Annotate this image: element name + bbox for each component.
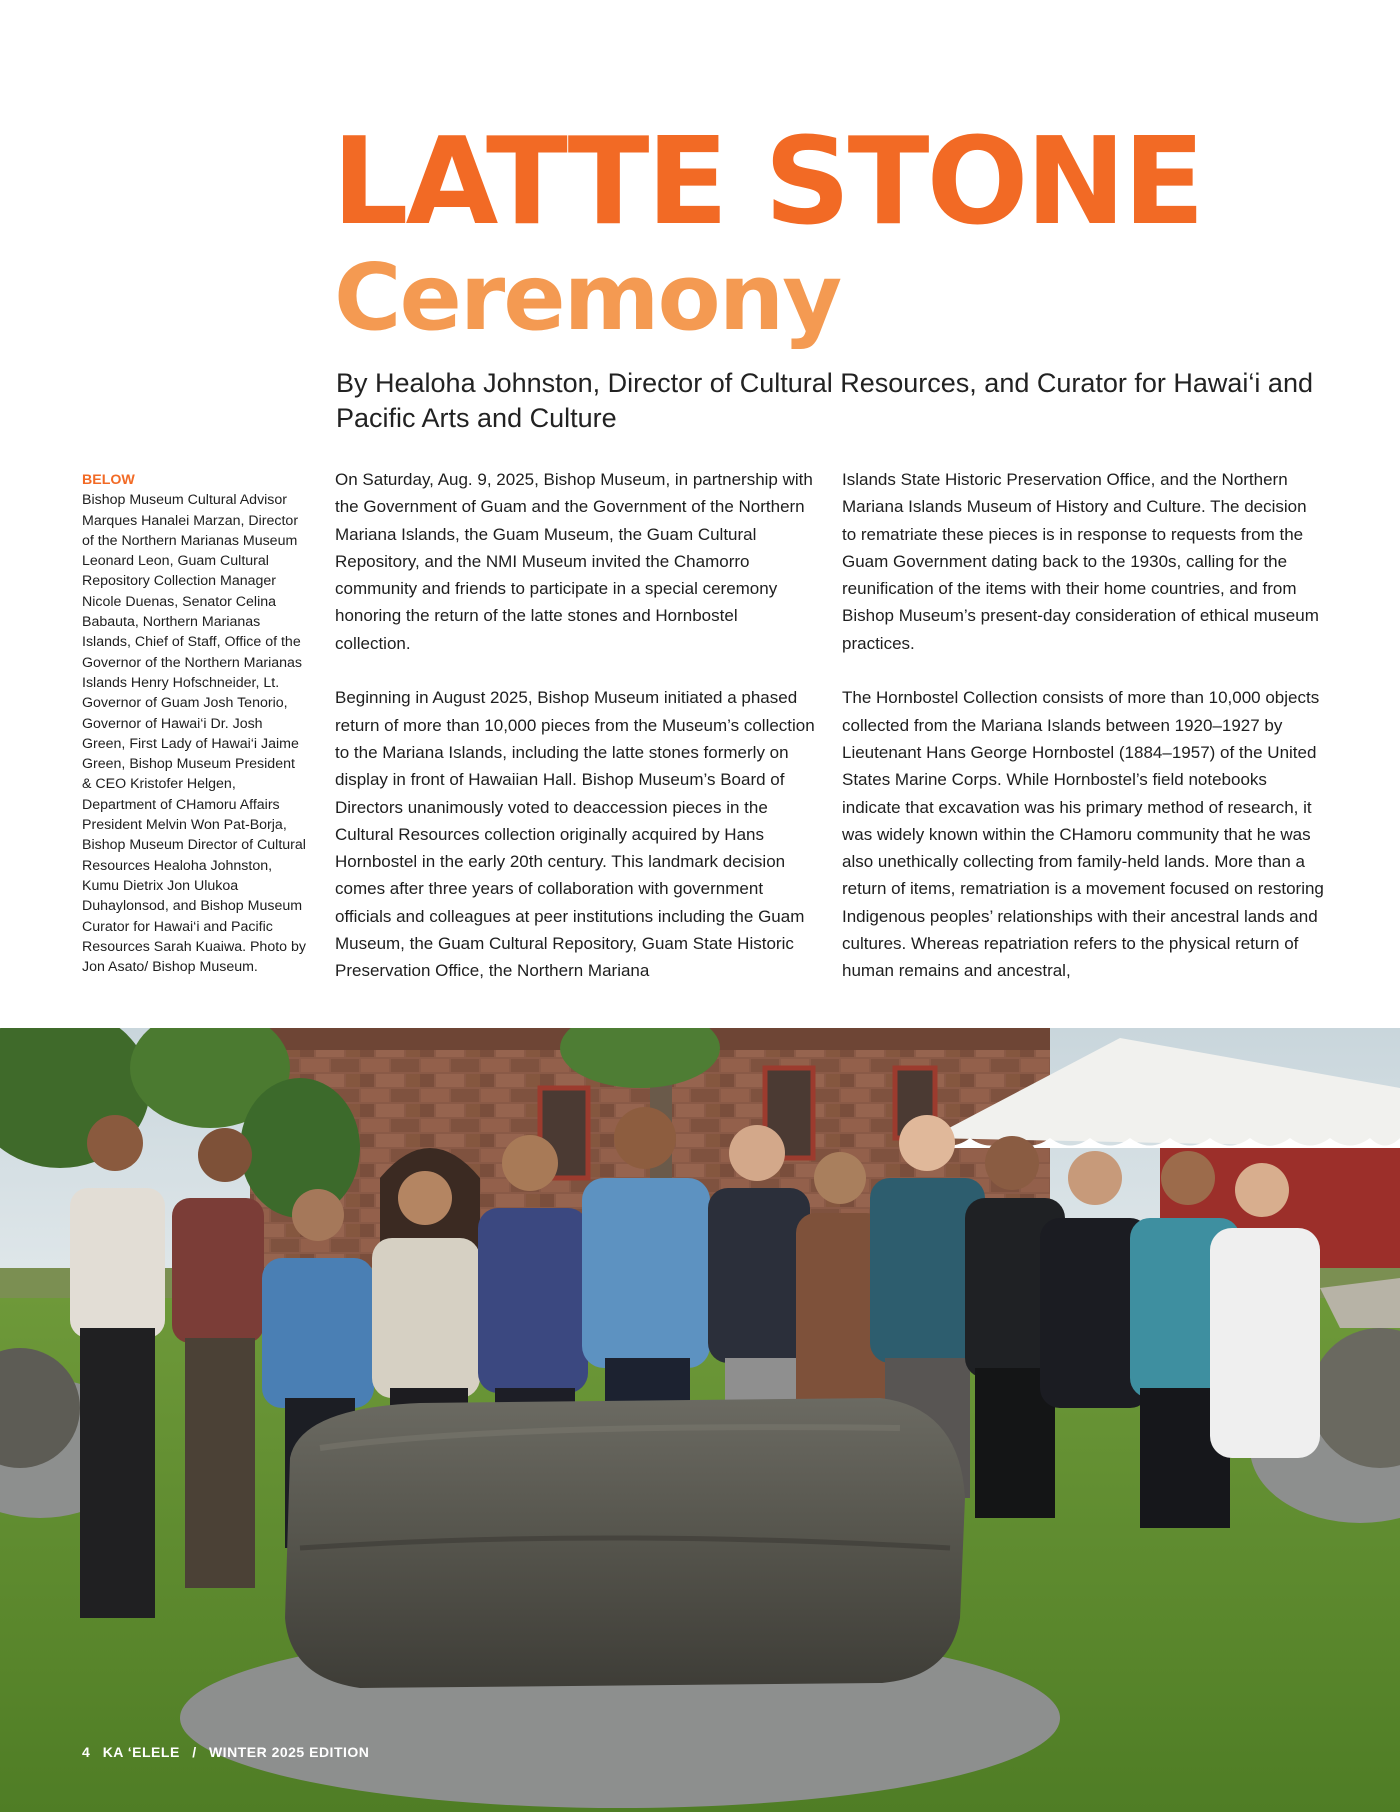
paragraph: On Saturday, Aug. 9, 2025, Bishop Museum, in partnership with the Government of Guam and the Government of the Northern Mariana Islands, the Guam Museum, the Guam Cultural Repository, and the NMI Museum invited the Chamorro community and friends to participate in a special ceremony honoring the return of the latte stones and Hornbostel collection. [335, 470, 813, 653]
page-footer [82, 1744, 377, 1760]
photo-caption [82, 470, 307, 977]
paragraph: Islands State Historic Preservation Office, and the Northern Mariana Islands Museum of History and Culture. The decision to rematriate these pieces is in response to requests from the Guam Government dating back to the 1930s, calling for the reunification of the items with their home countries, and from Bishop Museum’s present-day consideration of ethical museum practices. [842, 470, 1319, 653]
footer-separator: / [192, 1744, 197, 1760]
body-column-2 [842, 466, 1324, 1012]
edition-name: WINTER 2025 EDITION [208, 1744, 370, 1760]
byline: By Healoha Johnston, Director of Cultural Resources, and Curator for Hawai‘i and Pacific Arts and Culture [336, 368, 1313, 433]
title-main: LATTE STONE [332, 113, 1202, 252]
group-photo [0, 1028, 1400, 1812]
publication-name: KA ‘ELELE [102, 1744, 180, 1760]
caption-text: Bishop Museum Cultural Advisor Marques Hanalei Marzan, Director of the Northern Marianas Museum Leonard Leon, Guam Cultural Repository Collection Manager Nicole Duenas, Senator Celina Babauta, Northern Marianas Islands, Chief of Staff, Office of the Governor of the Northern Marianas Islands Henry Hofschneider, Lt. Governor of Guam Josh Tenorio, Governor of Hawai‘i Dr. Josh Green, First Lady of Hawai‘i Jaime Green, Bishop Museum President & CEO Kristofer Helgen, Department of CHamoru Affairs President Melvin Won Pat-Borja, Bishop Museum Director of Cultural Resources Healoha Johnston, Kumu Dietrix Jon Ulukoa Duhaylonsod, and Bishop Museum Curator for Hawai‘i and Pacific Resources Sarah Kuaiwa. Photo by Jon Asato/ Bishop Museum. [82, 492, 306, 976]
page-number: 4 [82, 1744, 91, 1760]
paragraph: Beginning in August 2025, Bishop Museum initiated a phased return of more than 10,000 pieces from the Museum’s collection to the Mariana Islands, including the latte stones formerly on display in front of Hawaiian Hall. Bishop Museum’s Board of Directors unanimously voted to deaccession pieces in the Cultural Resources collection originally acquired by Hans Hornbostel in the early 20th century. This landmark decision comes after three years of collaboration with government officials and colleagues at peer institutions including the Guam Museum, the Guam Cultural Repository, Guam State Historic Preservation Office, the Northern Mariana [335, 688, 815, 981]
title-sub: Ceremony [334, 244, 841, 351]
caption-label: BELOW [82, 472, 135, 488]
paragraph: The Hornbostel Collection consists of more than 10,000 objects collected from the Mariana Islands between 1920–1927 by Lieutenant Hans George Hornbostel (1884–1957) of the United States Marine Corps. While Hornbostel’s field notebooks indicate that excavation was his primary method of research, it was widely known within the CHamoru community that he was also unethically collecting from family-held lands. More than a return of items, rematriation is a movement focused on restoring Indigenous peoples’ relationships with their ancestral lands and cultures. Whereas repatriation refers to the physical return of human remains and ancestral, [842, 688, 1324, 981]
body-column-1 [335, 466, 817, 1012]
